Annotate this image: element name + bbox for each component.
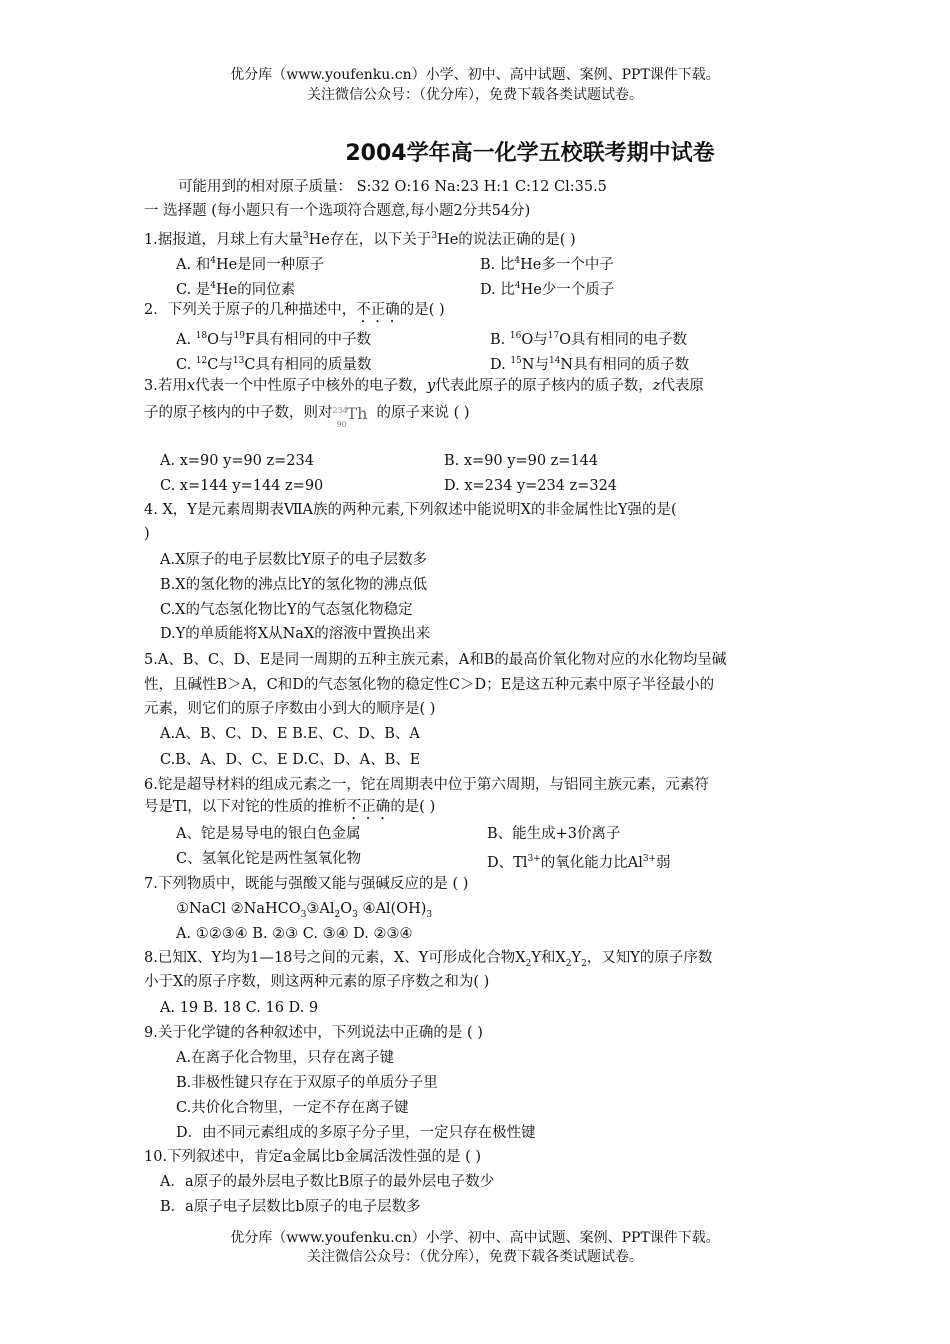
q5-stem-line-2: 性，且碱性B＞A，C和D的气态氢化物的稳定性C＞D；E是这五种元素中原子半径最小的 [144, 677, 715, 693]
q3-option-b: B. x=90 y=90 z=144 [444, 453, 599, 469]
q3-option-a: A. x=90 y=90 z=234 [160, 453, 314, 469]
atomic-mass-info: 可能用到的相对原子质量： S:32 O:16 Na:23 H:1 C:12 Cl:35.5 [178, 179, 607, 195]
q9-stem: 9.关于化学键的各种叙述中，下列说法中正确的是 ( ) [144, 1025, 483, 1041]
q3-option-d: D. x=234 y=234 z=324 [444, 478, 618, 494]
q2-option-d: D. $^{15}$N与$^{14}$N具有相同的质子数 [490, 356, 690, 373]
q6-option-a: A、铊是易导电的银白色金属 [176, 826, 361, 842]
q10-stem: 10.下列叙述中，肯定a金属比b金属活泼性强的是 ( ) [144, 1149, 482, 1165]
page-title: 2004学年高一化学五校联考期中试卷 [345, 141, 715, 166]
q1-option-d: D. 比$^4$He少一个质子 [480, 281, 615, 298]
q8-options: A. 19 B. 18 C. 16 D. 9 [160, 1000, 319, 1016]
q9-option-c: C.共价化合物里，一定不存在离子键 [176, 1100, 409, 1116]
q5-options-2: C.B、A、D、C、E D.C、D、A、B、E [160, 752, 421, 768]
q4-stem-cont: ) [144, 526, 150, 542]
q6-option-c: C、氢氧化铊是两性氢氧化物 [176, 851, 362, 867]
q7-options: A. ①②③④ B. ②③ C. ③④ D. ②③④ [176, 926, 413, 942]
q9-option-a: A.在离子化合物里，只存在离子键 [176, 1050, 395, 1066]
q5-options-1: A.A、B、C、D、E B.E、C、D、B、A [160, 726, 420, 742]
thorium-nuclide: 234 90 Th [332, 404, 368, 429]
q2-option-c: C. $^{12}$C与$^{13}$C具有相同的质量数 [176, 356, 372, 373]
q9-option-b: B.非极性键只存在于双原子的单质分子里 [176, 1075, 438, 1091]
q8-stem-line-2: 小于X的原子序数，则这两种元素的原子序数之和为( ) [144, 974, 490, 990]
q2-option-a: A. $^{18}$O与$^{19}$F具有相同的中子数 [176, 331, 372, 348]
q6-option-b: B、能生成+3价离子 [487, 826, 621, 842]
q4-option-d: D.Y的单质能将X从NaX的溶液中置换出来 [160, 626, 431, 642]
header-line-2: 关注微信公众号：（优分库），免费下载各类试题试卷。 [307, 87, 643, 103]
q4-option-a: A.X原子的电子层数比Y原子的电子层数多 [160, 552, 427, 568]
q7-stem: 7.下列物质中，既能与强酸又能与强碱反应的是 ( ) [144, 876, 469, 892]
q6-stem-line-2: 号是Tl，以下对铊的性质的推析不正确的是( ) [144, 799, 436, 815]
q4-stem: 4. X，Y是元素周期表ⅦA族的两种元素,下列叙述中能说明X的非金属性比Y强的是( [144, 502, 677, 518]
q1-option-c: C. 是$^4$He的同位素 [176, 281, 296, 298]
q10-option-a: A．a原子的最外层电子数比B原子的最外层电子数少 [160, 1174, 495, 1190]
footer-line-2: 关注微信公众号：（优分库），免费下载各类试题试卷。 [307, 1249, 643, 1265]
section-heading: 一 选择题 (每小题只有一个选项符合题意,每小题2分共54分) [144, 203, 531, 219]
q3-stem-line-1: 3.若用x代表一个中性原子中核外的电子数，y代表此原子的原子核内的质子数，z代表原 [144, 378, 704, 394]
q4-option-b: B.X的氢化物的沸点比Y的氢化物的沸点低 [160, 577, 428, 593]
q9-option-d: D．由不同元素组成的多原子分子里，一定只存在极性键 [176, 1125, 536, 1141]
q8-stem-line-1: 8.已知X、Y均为1—18号之间的元素，X、Y可形成化合物$X_2Y$和$X_2Y_2$，又知Y的原子序数 [144, 950, 713, 969]
q7-items: ①NaCl $②NaHCO_3③Al_2O_3$ $④Al(OH)_3$ [176, 901, 433, 920]
q5-stem-line-1: 5.A、B、C、D、E是同一周期的五种主族元素，A和B的最高价氧化物对应的水化物均呈碱 [144, 652, 727, 668]
q1-stem: 1.据报道，月球上有大量$^3$He存在，以下关于$^3$He的说法正确的是( ) [144, 231, 576, 248]
q6-stem-line-1: 6.铊是超导材料的组成元素之一，铊在周期表中位于第六周期，与铝同主族元素，元素符 [144, 777, 709, 793]
q3-stem-line-2: 子的原子核内的中子数，则对 234 90 Th 的原子来说 ( ) [144, 401, 470, 427]
q1-option-b: B. 比$^4$He多一个中子 [480, 256, 614, 273]
q1-option-a: A. 和$^4$He是同一种原子 [176, 256, 325, 273]
q5-stem-line-3: 元素，则它们的原子序数由小到大的顺序是( ) [144, 701, 436, 717]
footer-line-1: 优分库（www.youfenku.cn）小学、初中、高中试题、案例、PPT课件下载。 [230, 1230, 720, 1246]
q2-option-b: B. $^{16}$O与$^{17}$O具有相同的电子数 [490, 331, 688, 348]
header-line-1: 优分库（www.youfenku.cn）小学、初中、高中试题、案例、PPT课件下载。 [230, 67, 720, 83]
q10-option-b: B．a原子电子层数比b原子的电子层数多 [160, 1199, 421, 1215]
q4-option-c: C.X的气态氢化物比Y的气态氢化物稳定 [160, 602, 413, 618]
q2-stem: 2．下列关于原子的几种描述中，不正确的是( ) [144, 302, 445, 318]
q3-option-c: C. x=144 y=144 z=90 [160, 478, 324, 494]
q6-option-d: D、$Tl^{3+}$的氧化能力比$Al^{3+}$弱 [487, 854, 671, 871]
